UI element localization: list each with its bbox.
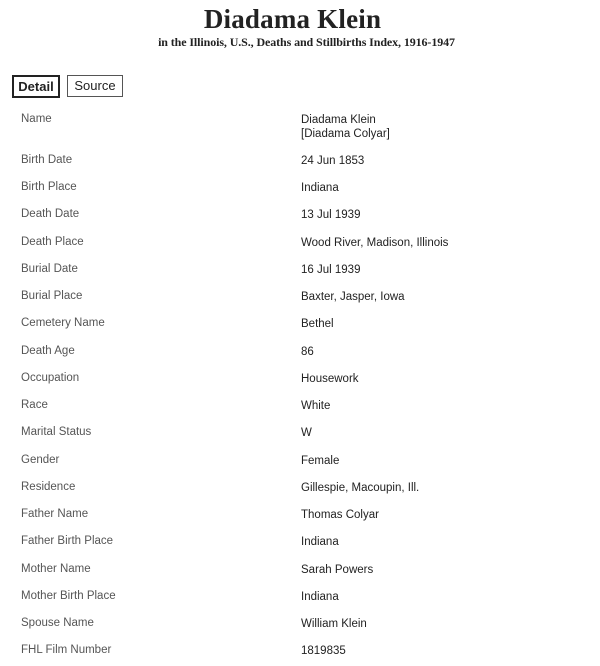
field-value: 16 Jul 1939: [301, 264, 361, 276]
field-value: 1819835: [301, 645, 346, 657]
record-subtitle: in the Illinois, U.S., Deaths and Stillbirths Index, 1916-1947: [158, 35, 455, 49]
tab-source[interactable]: Source: [67, 75, 123, 97]
field-label: Burial Date: [21, 263, 78, 275]
field-value: William Klein: [301, 618, 367, 630]
field-value: Housework: [301, 373, 359, 385]
field-value: Baxter, Jasper, Iowa: [301, 291, 405, 303]
field-label: Birth Date: [21, 154, 73, 166]
field-value: Indiana: [301, 536, 339, 548]
field-value: Indiana: [301, 591, 339, 603]
field-value: Bethel: [301, 318, 334, 330]
field-label: Birth Place: [21, 181, 77, 193]
field-label: Residence: [21, 481, 76, 493]
field-value: Wood River, Madison, Illinois: [301, 237, 449, 249]
field-value: Gillespie, Macoupin, Ill.: [301, 482, 420, 494]
field-label: Gender: [21, 454, 60, 466]
field-value: 13 Jul 1939: [301, 209, 361, 221]
field-value: 24 Jun 1853: [301, 155, 365, 167]
name-primary: Diadama Klein: [301, 114, 376, 126]
record-title: Diadama Klein: [203, 4, 382, 34]
field-value: White: [301, 400, 331, 412]
field-label: Marital Status: [21, 426, 92, 438]
field-label: Mother Name: [21, 563, 91, 575]
field-label: Death Age: [21, 345, 75, 357]
field-value: Female: [301, 455, 340, 467]
field-label: Death Date: [21, 208, 80, 220]
field-label: Race: [21, 399, 48, 411]
tab-detail[interactable]: Detail: [12, 75, 60, 98]
field-label: Burial Place: [21, 290, 83, 302]
field-label: Death Place: [21, 236, 84, 248]
field-value: 86: [301, 346, 314, 358]
field-label: FHL Film Number: [21, 644, 112, 656]
field-label: Occupation: [21, 372, 80, 384]
field-value: [301, 113, 390, 141]
field-label: Father Birth Place: [21, 535, 114, 547]
field-value: Indiana: [301, 182, 339, 194]
field-value: W: [301, 427, 312, 439]
field-label: Father Name: [21, 508, 89, 520]
field-label: Spouse Name: [21, 617, 94, 629]
field-value: Thomas Colyar: [301, 509, 379, 521]
field-label: Cemetery Name: [21, 317, 105, 329]
field-label: Name: [21, 113, 52, 125]
field-value: Sarah Powers: [301, 564, 374, 576]
name-alternate: [Diadama Colyar]: [301, 128, 390, 140]
field-label: Mother Birth Place: [21, 590, 116, 602]
